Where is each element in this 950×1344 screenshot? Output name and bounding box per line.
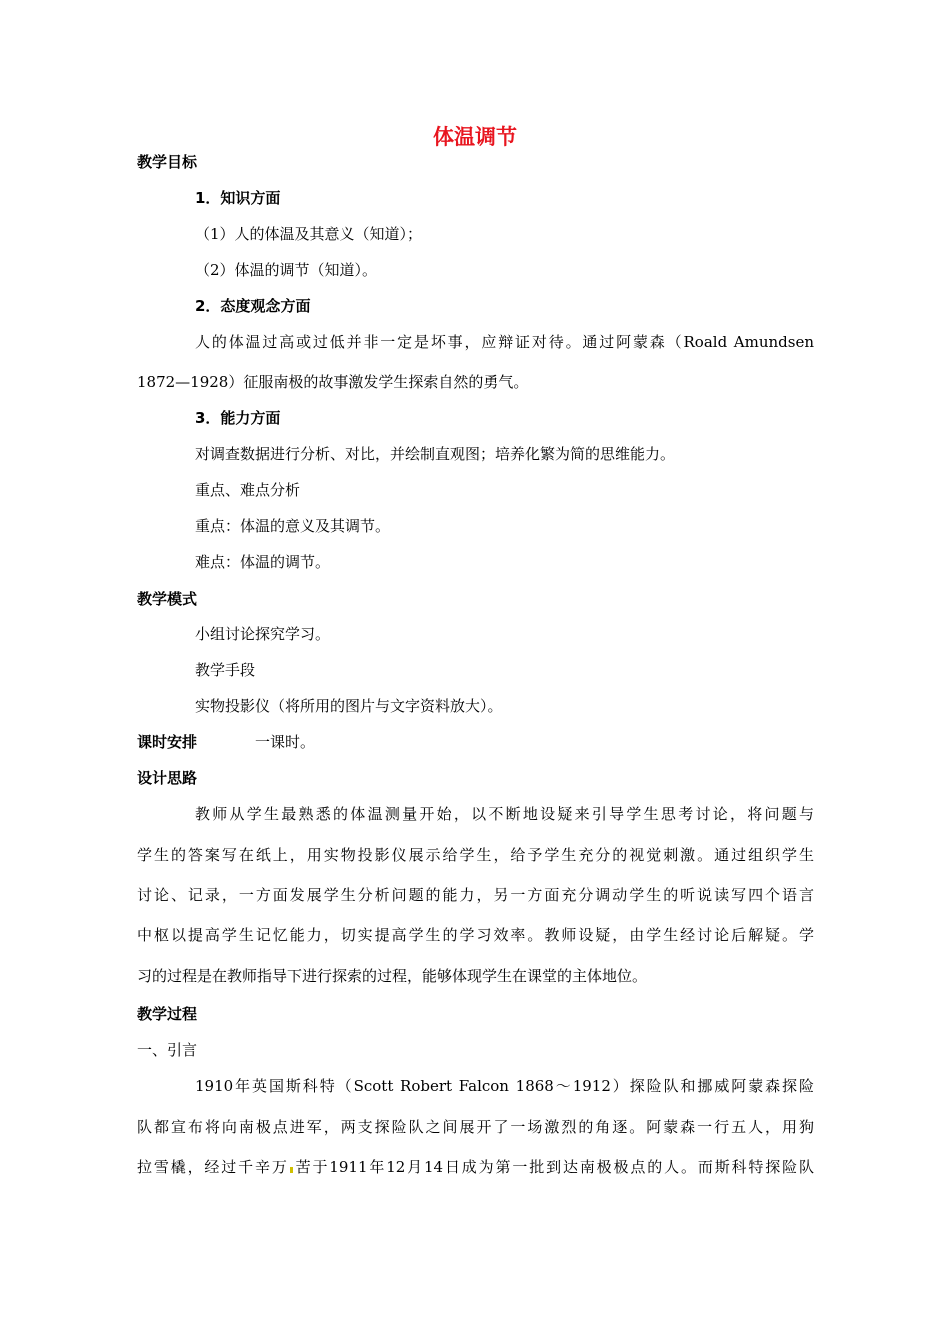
- paragraph-line: （2）体温的调节（知道）。: [195, 261, 378, 279]
- paragraph-line: 教师从学生最熟悉的体温测量开始，以不断地设疑来引导学生思考讨论，将问题与: [195, 805, 814, 823]
- paragraph-line: 重点、难点分析: [195, 481, 301, 499]
- heading-teaching-mode: 教学模式: [137, 590, 198, 608]
- subheading-ability: 3．能力方面: [195, 409, 281, 427]
- paragraph-line: 对调查数据进行分析、对比，并绘制直观图；培养化繁为简的思维能力。: [195, 445, 676, 463]
- schedule-value: 一课时。: [255, 733, 316, 751]
- paragraph-line: 中枢以提高学生记忆能力，切实提高学生的学习效率。教师设疑，由学生经讨论后解疑。学: [137, 926, 814, 944]
- heading-design-ideas: 设计思路: [137, 769, 198, 787]
- section-intro: 一、引言: [137, 1041, 198, 1059]
- subheading-attitude: 2．态度观念方面: [195, 297, 311, 315]
- paragraph-line: 讨论、记录，一方面发展学生分析问题的能力，另一方面充分调动学生的听说读写四个语言: [137, 886, 814, 904]
- paragraph-line: 人的体温过高或过低并非一定是坏事，应辩证对待。通过阿蒙森（Roald Amundsen: [195, 333, 814, 351]
- paragraph-line: 实物投影仪（将所用的图片与文字资料放大）。: [195, 697, 503, 715]
- paragraph-line: 拉雪橇，经过千辛万 苦于1911年12月14日成为第一批到达南极极点的人。而斯科特探险队: [137, 1158, 814, 1176]
- paragraph-line: （1）人的体温及其意义（知道）；: [195, 225, 423, 243]
- paragraph-line: 1910年英国斯科特（Scott Robert Falcon 1868～1912）探险队和挪威阿蒙森探险: [195, 1077, 814, 1095]
- paragraph-line: 队都宣布将向南极点进军，两支探险队之间展开了一场激烈的角逐。阿蒙森一行五人，用狗: [137, 1118, 814, 1136]
- paragraph-line: 难点：体温的调节。: [195, 553, 331, 571]
- schedule-line: [137, 732, 315, 752]
- paragraph-line: 教学手段: [195, 661, 256, 679]
- paragraph-line: 1872—1928）征服南极的故事激发学生探索自然的勇气。: [137, 373, 529, 391]
- subheading-knowledge: 1．知识方面: [195, 189, 281, 207]
- document-title: 体温调节: [433, 125, 517, 149]
- heading-teaching-objectives: 教学目标: [137, 153, 198, 171]
- heading-teaching-process: 教学过程: [137, 1005, 198, 1023]
- paragraph-line: 学生的答案写在纸上，用实物投影仪展示给学生，给予学生充分的视觉刺激。通过组织学生: [137, 846, 814, 864]
- ink-mark: [290, 1167, 293, 1173]
- heading-schedule: 课时安排: [137, 733, 198, 751]
- paragraph-line: 习的过程是在教师指导下进行探索的过程，能够体现学生在课堂的主体地位。: [137, 967, 648, 985]
- paragraph-line: 重点：体温的意义及其调节。: [195, 517, 391, 535]
- paragraph-line: 小组讨论探究学习。: [195, 625, 331, 643]
